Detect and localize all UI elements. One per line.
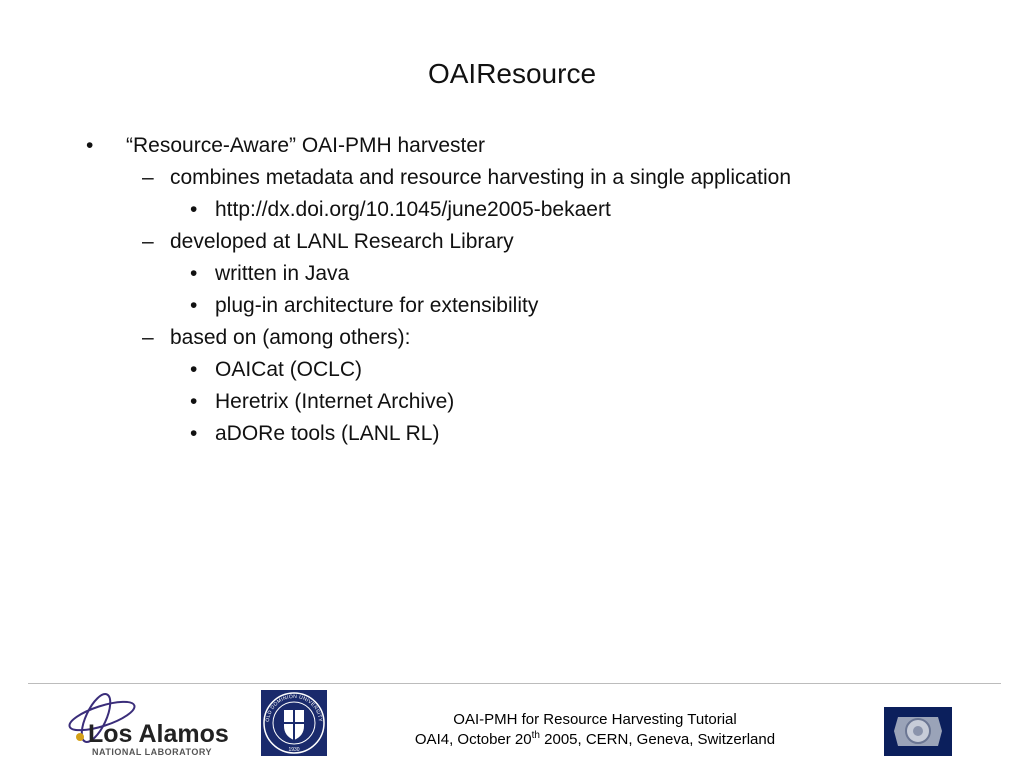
university-seal [261, 690, 327, 756]
bullet-item [0, 386, 1024, 418]
bullet-marker: • [190, 422, 198, 445]
bullet-item [0, 258, 1024, 290]
lanl-subtitle: NATIONAL LABORATORY [92, 747, 212, 757]
los-alamos-logo [62, 690, 234, 758]
bullet-item [0, 162, 1024, 194]
bullet-marker: – [142, 166, 154, 189]
bullet-text: aDORe tools (LANL RL) [215, 422, 440, 445]
bullet-marker: • [86, 134, 94, 157]
bullet-marker: • [190, 390, 198, 413]
footer-line-2 [360, 730, 830, 750]
bullet-list [0, 130, 1024, 450]
cern-logo [884, 707, 952, 756]
footer-caption [360, 710, 830, 750]
bullet-item [0, 322, 1024, 354]
bullet-text: written in Java [215, 262, 350, 285]
bullet-text: Heretrix (Internet Archive) [215, 390, 455, 413]
footer-line-2-sup: th [531, 730, 540, 741]
footer-line-1: OAI-PMH for Resource Harvesting Tutorial [453, 711, 737, 728]
footer-line-2-suffix: 2005, CERN, Geneva, Switzerland [539, 731, 776, 748]
cern-logo-core [913, 726, 923, 736]
lanl-name: Los Alamos [88, 720, 229, 748]
bullet-marker: – [142, 230, 154, 253]
bullet-link[interactable]: http://dx.doi.org/10.1045/june2005-bekaert [215, 198, 611, 221]
bullet-text: plug-in architecture for extensibility [215, 294, 539, 317]
lanl-nucleus [76, 733, 84, 741]
bullet-marker: • [190, 262, 198, 285]
footer-line-2-prefix: OAI4, October 20 [414, 731, 532, 748]
bullet-item [0, 290, 1024, 322]
bullet-text: combines metadata and resource harvesting in a single application [170, 166, 792, 189]
bullet-item [0, 418, 1024, 450]
bullet-item [0, 194, 1024, 226]
seal-year: 1930 [288, 747, 300, 753]
bullet-text: based on (among others): [170, 326, 411, 349]
bullet-marker: • [190, 198, 198, 221]
footer-divider [28, 683, 1001, 684]
bullet-text: OAICat (OCLC) [215, 358, 363, 381]
bullet-text: “Resource-Aware” OAI-PMH harvester [126, 134, 486, 157]
bullet-marker: • [190, 294, 198, 317]
seal-text: OLD DOMINION UNIVERSITY [264, 693, 324, 723]
bullet-marker: • [190, 358, 198, 381]
bullet-item [0, 226, 1024, 258]
slide-title: OAIResource [427, 58, 597, 89]
bullet-marker: – [142, 326, 154, 349]
bullet-item [0, 130, 1024, 162]
bullet-item [0, 354, 1024, 386]
bullet-text: developed at LANL Research Library [170, 230, 514, 253]
